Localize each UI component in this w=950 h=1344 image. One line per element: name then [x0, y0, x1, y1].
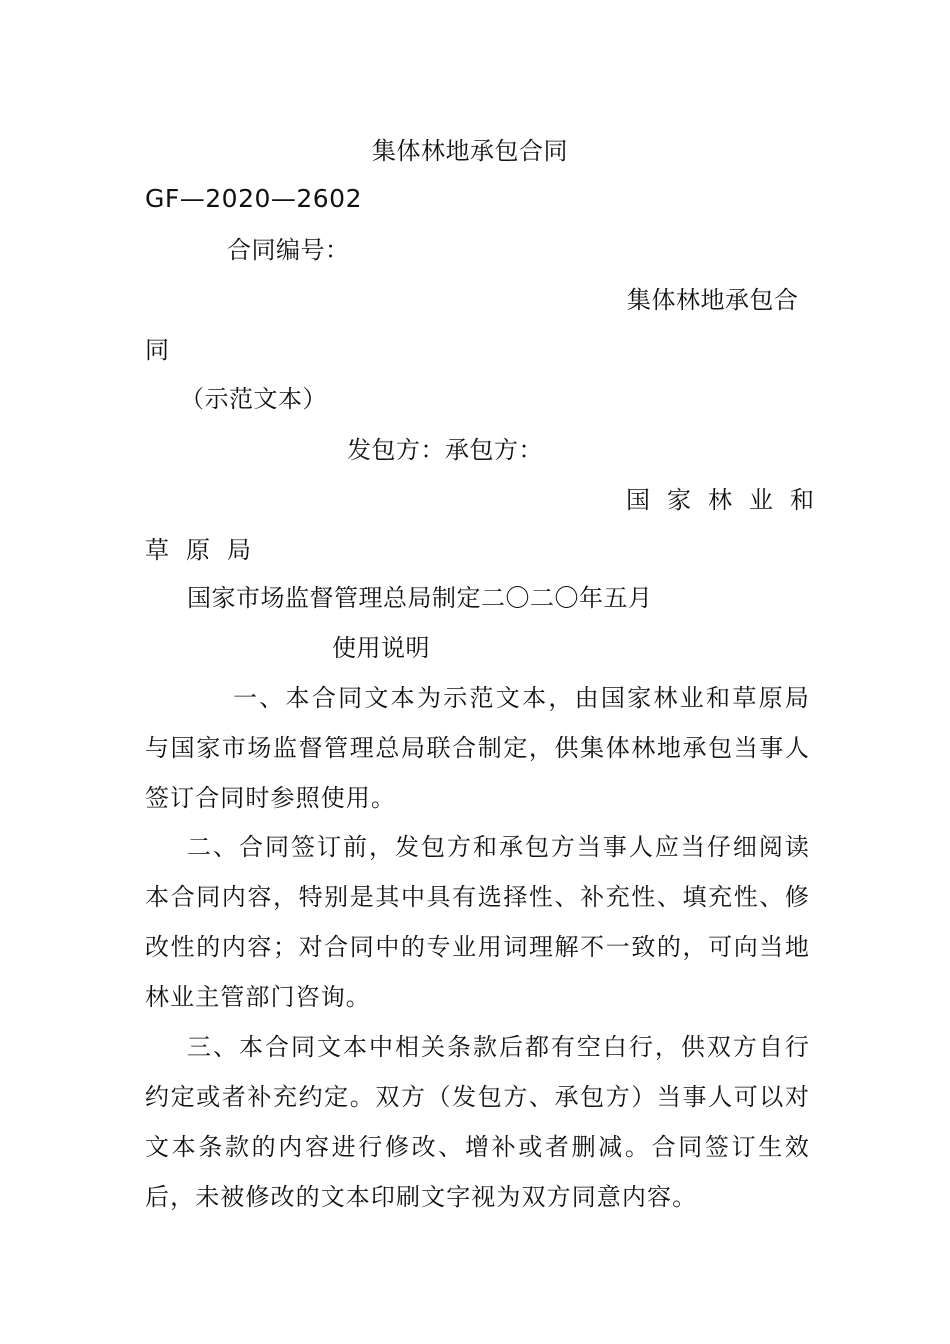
instruction-paragraph-2: 二、合同签订前，发包方和承包方当事人应当仔细阅读本合同内容，特别是其中具有选择性、补充性、填充性、修改性的内容；对合同中的专业用词理解不一致的，可向当地林业主管部门咨询。	[145, 833, 810, 1011]
parties-label: 发包方：承包方：	[347, 436, 543, 464]
document-title: 集体林地承包合同	[372, 137, 568, 165]
instructions-heading: 使用说明	[332, 634, 430, 662]
standard-code: GF—2020—2602	[145, 184, 362, 213]
sample-text-label: （示范文本）	[180, 385, 327, 413]
issuer-line3: 国家市场监督管理总局制定二〇二〇年五月	[187, 584, 653, 612]
instruction-paragraph-1: 一、本合同文本为示范文本，由国家林业和草原局与国家市场监督管理总局联合制定，供集体林地承包当事人签订合同时参照使用。	[145, 684, 810, 812]
instruction-paragraph-3: 三、本合同文本中相关条款后都有空白行，供双方自行约定或者补充约定。双方（发包方、承包方）当事人可以对文本条款的内容进行修改、增补或者删减。合同签订生效后，未被修改的文本印刷文字视为双方同意内容。	[145, 1033, 810, 1211]
contract-number-label: 合同编号：	[227, 236, 350, 264]
issuer-line1: 国家林业和	[626, 486, 831, 514]
cover-title-line2: 同	[145, 336, 170, 364]
cover-title-line1: 集体林地承包合	[627, 286, 799, 314]
issuer-line2: 草原局	[145, 536, 268, 564]
